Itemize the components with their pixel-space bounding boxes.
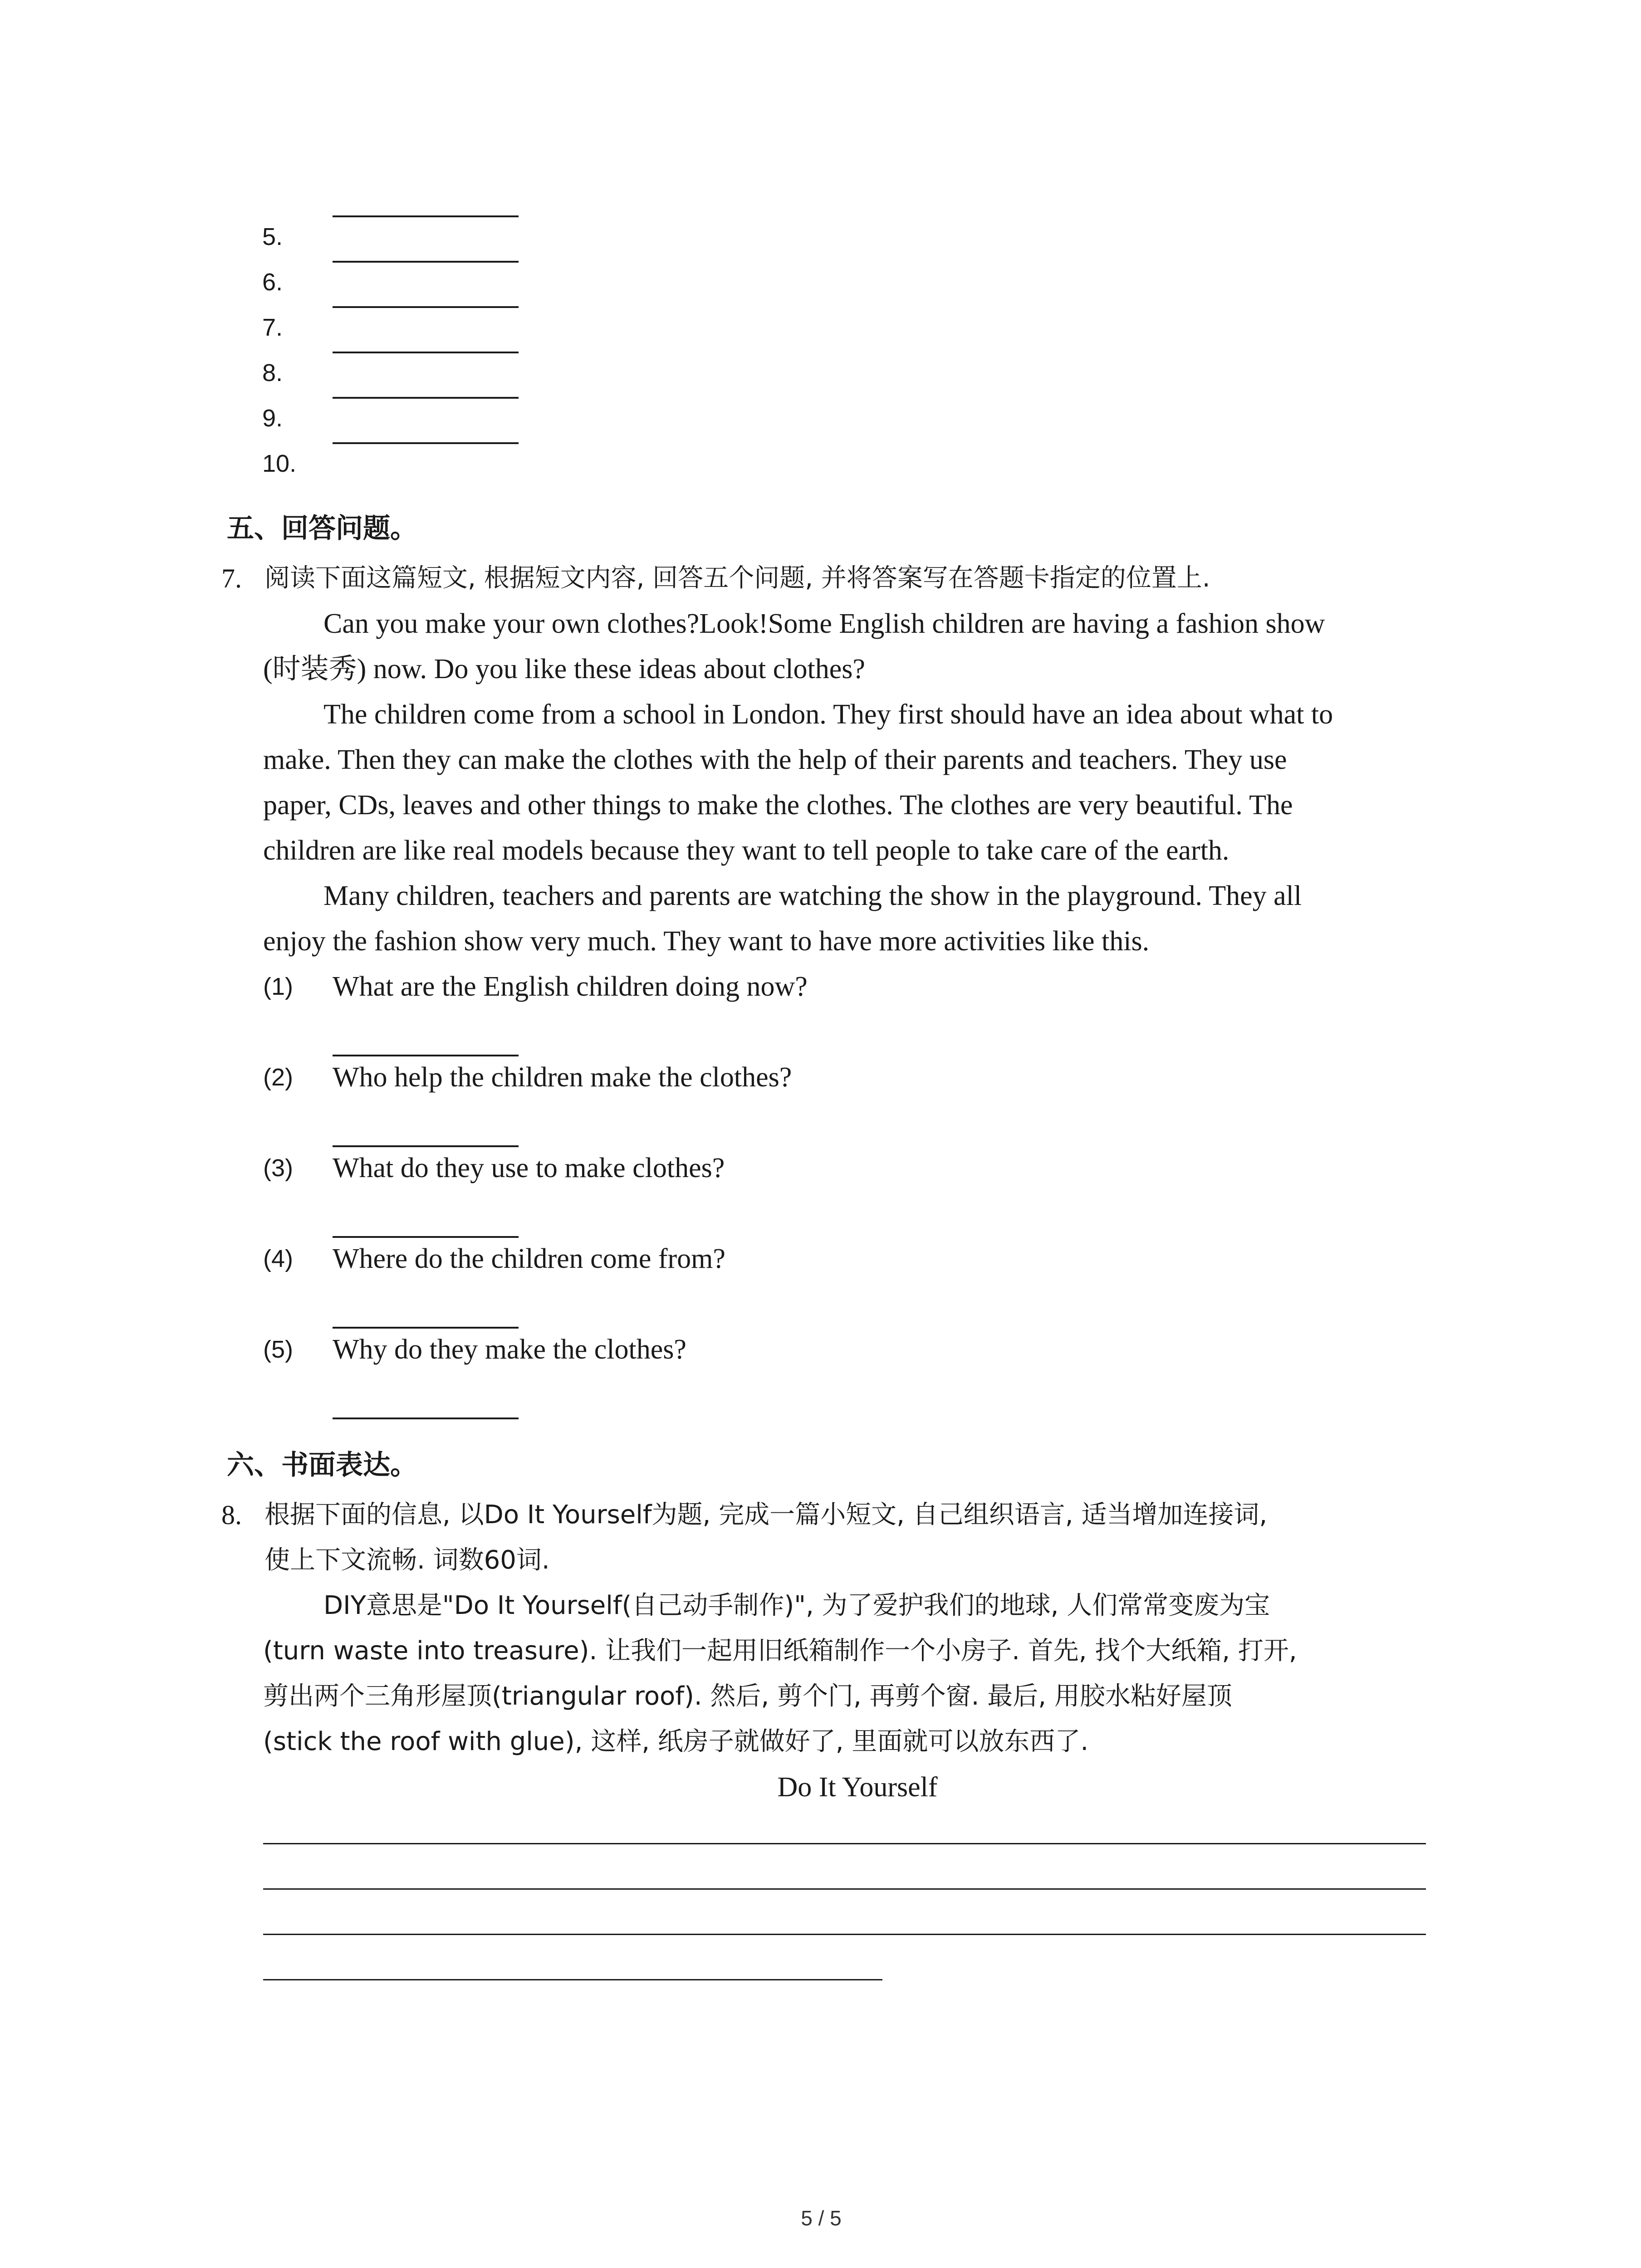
passage-line: enjoy the fashion show very much. They want to have more activities like this.: [263, 926, 1150, 957]
writing-line[interactable]: [263, 1979, 882, 1980]
essay-title: Do It Yourself: [777, 1772, 938, 1803]
answer-number: 6.: [262, 269, 283, 296]
passage-line: (时装秀) now. Do you like these ideas about clothes?: [263, 654, 865, 684]
passage-line: children are like real models because they want to tell people to take care of the earth.: [263, 835, 1230, 866]
passage-line: The children come from a school in London. They first should have an idea about what to: [323, 699, 1333, 730]
question-number: 8.: [221, 1500, 242, 1530]
writing-line[interactable]: [263, 1843, 1426, 1844]
info-line: DIY意思是"Do It Yourself(自己动手制作)", 为了爱护我们的地球, 人们常常变废为宝: [323, 1591, 1270, 1620]
sub-question-number: (3): [263, 1154, 293, 1182]
passage-line: paper, CDs, leaves and other things to make the clothes. The clothes are very beautiful. The: [263, 790, 1293, 821]
question-instruction: 使上下文流畅. 词数60词.: [265, 1545, 550, 1575]
answer-blank-line[interactable]: [333, 442, 519, 444]
answer-number: 7.: [262, 314, 283, 341]
section-heading: 六、书面表达。: [227, 1449, 417, 1481]
answer-blank-line[interactable]: [333, 352, 519, 353]
sub-question-number: (2): [263, 1064, 293, 1091]
info-line: (stick the roof with glue), 这样, 纸房子就做好了, 里面就可以放东西了.: [263, 1727, 1089, 1756]
sub-question-text: Where do the children come from?: [333, 1243, 725, 1274]
answer-number: 9.: [262, 405, 283, 432]
page-indicator: 5 / 5: [801, 2206, 842, 2230]
writing-line[interactable]: [263, 1888, 1426, 1890]
passage-line: make. Then they can make the clothes with the help of their parents and teachers. They use: [263, 744, 1287, 775]
passage-line: Many children, teachers and parents are watching the show in the playground. They all: [323, 880, 1302, 911]
sub-question-number: (1): [263, 973, 293, 1000]
answer-blank-line[interactable]: [333, 306, 519, 308]
passage-line: Can you make your own clothes?Look!Some English children are having a fashion show: [323, 608, 1325, 639]
answer-blank-line[interactable]: [333, 261, 519, 263]
writing-line[interactable]: [263, 1934, 1426, 1935]
answer-number: 5.: [262, 223, 283, 250]
question-instruction: 根据下面的信息, 以Do It Yourself为题, 完成一篇小短文, 自己组织语言, 适当增加连接词,: [265, 1500, 1268, 1530]
info-line: (turn waste into treasure). 让我们一起用旧纸箱制作一个小房子. 首先, 找个大纸箱, 打开,: [263, 1636, 1297, 1666]
sub-question-text: What are the English children doing now?: [333, 971, 808, 1002]
section-heading: 五、回答问题。: [227, 513, 417, 544]
info-line: 剪出两个三角形屋顶(triangular roof). 然后, 剪个门, 再剪个窗. 最后, 用胶水粘好屋顶: [263, 1681, 1232, 1711]
sub-question-text: What do they use to make clothes?: [333, 1153, 725, 1183]
sub-question-number: (5): [263, 1336, 293, 1363]
answer-number: 8.: [262, 359, 283, 386]
answer-blank-line[interactable]: [333, 1418, 519, 1419]
question-number: 7.: [221, 563, 242, 593]
answer-blank-line[interactable]: [333, 215, 519, 217]
answer-blank-line[interactable]: [333, 397, 519, 399]
answer-number: 10.: [262, 450, 297, 477]
question-instruction: 阅读下面这篇短文, 根据短文内容, 回答五个问题, 并将答案写在答题卡指定的位置上.: [265, 563, 1210, 593]
sub-question-number: (4): [263, 1245, 293, 1272]
sub-question-text: Who help the children make the clothes?: [333, 1062, 792, 1093]
sub-question-text: Why do they make the clothes?: [333, 1334, 686, 1365]
